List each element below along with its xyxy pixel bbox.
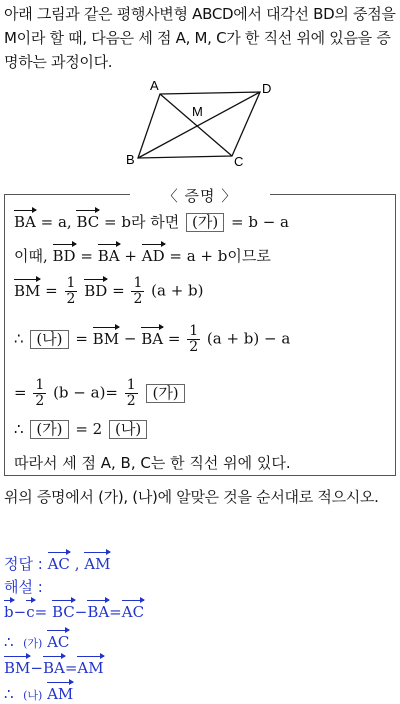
explanation-line-3: BM−BA=AM — [4, 654, 104, 677]
vector-ba: BA — [98, 242, 120, 265]
explanation-label: 해설 : — [4, 578, 43, 596]
vector-c: c — [26, 598, 34, 621]
vertex-label-d: D — [262, 81, 272, 96]
blank-ga: (가) — [30, 420, 68, 439]
vector-ba: BA — [87, 598, 109, 621]
tag-na: (나) — [23, 689, 43, 702]
vector-am: AM — [84, 550, 110, 573]
blank-ga: (가) — [186, 213, 224, 232]
fraction-half: $\frac{1}{2}$ — [126, 377, 136, 409]
explanation-line-2: ∴ (가) AC — [4, 628, 69, 651]
blank-ga: (가) — [146, 384, 184, 403]
problem-line-1: 아래 그림과 같은 평행사변형 ABCD에서 대각선 BD의 중점을 — [4, 5, 396, 23]
vector-ba: BA — [43, 654, 65, 677]
proof-line-6: ∴ (가) = 2 (나) — [14, 420, 149, 439]
question-text: 위의 증명에서 (가), (나)에 알맞은 것을 순서대로 적으시오. — [4, 488, 379, 506]
fraction-half: $\frac{1}{2}$ — [133, 275, 143, 307]
vector-ba: BA — [14, 208, 36, 231]
vector-bm: BM — [4, 654, 30, 677]
explanation-line-4: ∴ (나) AM — [4, 680, 73, 703]
vector-ba: BA — [141, 325, 163, 348]
vertex-label-a: A — [150, 78, 159, 93]
vector-bd: BD — [53, 242, 76, 265]
answer-label: 정답 : — [4, 555, 43, 573]
vector-am: AM — [77, 654, 103, 677]
blank-na: (나) — [109, 420, 147, 439]
explanation-line-1: b−c= BC−BA=AC — [4, 598, 144, 621]
tag-ga: (가) — [23, 637, 43, 650]
vector-ac: AC — [47, 628, 69, 651]
vector-ac: AC — [48, 550, 70, 573]
answer-line: 정답 : AC , AM — [4, 550, 110, 574]
diagonal-bd — [138, 92, 260, 158]
vector-bm: BM — [14, 277, 40, 300]
vertex-label-c: C — [234, 154, 244, 169]
vector-am: AM — [47, 680, 73, 703]
proof-line-2: 이때, BD = BA + AD = a + b이므로 — [14, 242, 271, 266]
vertex-label-b: B — [126, 152, 135, 167]
problem-text — [4, 2, 396, 74]
midpoint-label-m: M — [192, 104, 203, 119]
vector-bc: BC — [76, 208, 99, 231]
proof-conclusion: 따라서 세 점 A, B, C는 한 직선 위에 있다. — [14, 454, 291, 472]
proof-line-4: ∴ (나) = BM − BA = $\frac{1}{2}$ (a + b) − a — [14, 323, 291, 355]
fraction-half: $\frac{1}{2}$ — [66, 275, 76, 307]
fraction-half: $\frac{1}{2}$ — [189, 323, 199, 355]
proof-line-5: = $\frac{1}{2}$ (b − a)= $\frac{1}{2}$ (가) — [14, 378, 187, 409]
vector-bd: BD — [84, 277, 107, 300]
proof-title: 〈 증명 〉 — [130, 185, 270, 206]
vector-bc: BC — [52, 598, 75, 621]
proof-line-1: BA = a, BC = b라 하면 (가) = b − a — [14, 208, 289, 232]
blank-na: (나) — [30, 330, 68, 349]
problem-line-2: M이라 할 때, 다음은 세 점 A, M, C가 한 직선 위에 있음을 증 — [4, 29, 391, 47]
vector-ad: AD — [142, 242, 165, 265]
vector-bm: BM — [93, 325, 119, 348]
vector-b: b — [4, 598, 14, 621]
parallelogram-figure — [120, 78, 290, 173]
vector-ac: AC — [122, 598, 144, 621]
fraction-half: $\frac{1}{2}$ — [35, 377, 45, 409]
problem-line-3: 명하는 과정이다. — [4, 53, 113, 71]
proof-line-3: BM = $\frac{1}{2}$ BD = $\frac{1}{2}$ (a + b) — [14, 275, 204, 307]
